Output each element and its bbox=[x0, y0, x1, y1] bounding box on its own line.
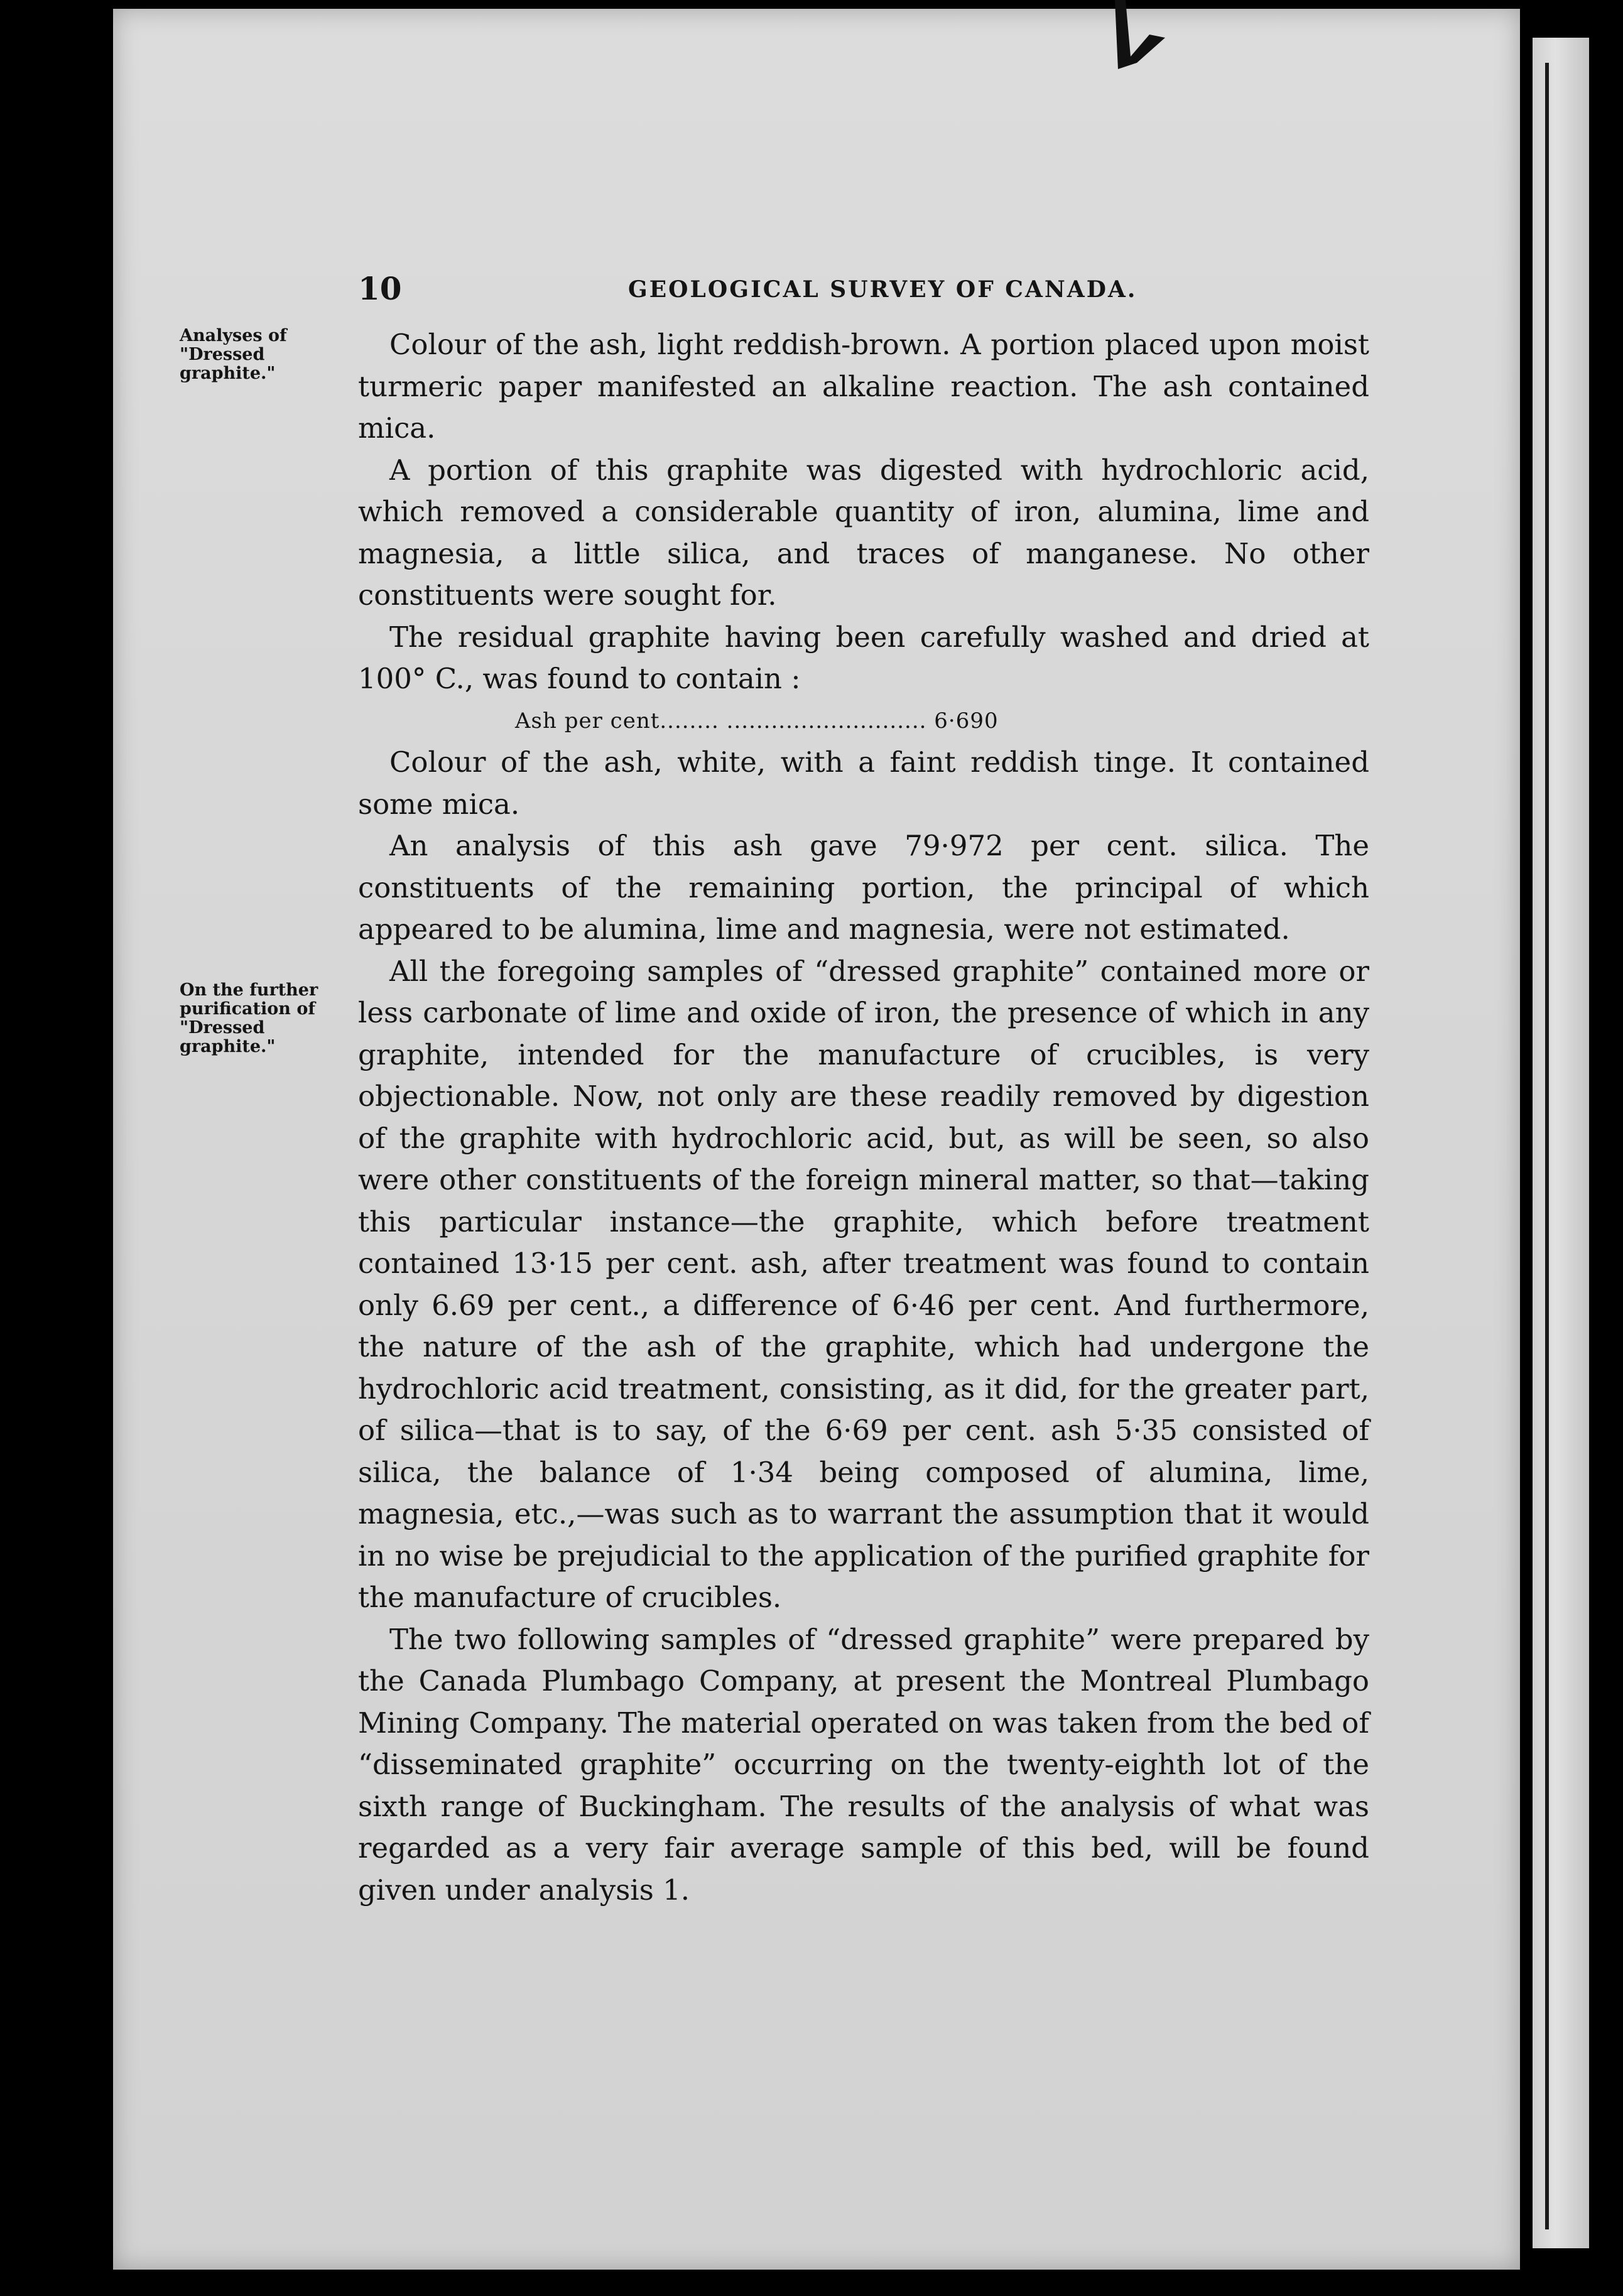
running-title: GEOLOGICAL SURVEY OF CANADA. bbox=[628, 276, 1137, 303]
paragraph: The residual graphite having been carefully washed and dried at 100° C., was found to contain : bbox=[358, 620, 1369, 695]
torn-corner-mark bbox=[1112, 0, 1168, 75]
ash-per-cent-line: Ash per cent........ ........................... 6·690 bbox=[515, 708, 999, 734]
page-number: 10 bbox=[358, 270, 402, 307]
binding-shadow bbox=[1545, 63, 1549, 2229]
side-note-purification: On the further purification of "Dressed graphite." bbox=[180, 980, 318, 1056]
paragraph: Colour of the ash, light reddish-brown. A portion placed upon moist turmeric paper manifested an alkaline reaction. The ash contained mica. bbox=[358, 328, 1369, 445]
paragraph: An analysis of this ash gave 79·972 per cent. silica. The constituents of the remaining portion, the principal of which appeared to be alumina, lime and magnesia, were not estimated. bbox=[358, 829, 1369, 946]
paragraph: The two following samples of “dressed graphite” were prepared by the Canada Plumbago Company, at present the Montreal Plumbago Mining Company. The material operated on was taken from the bed of “disseminated graphite” occurring on the twenty-eighth lot of the sixth range of Buckingham. The results of the analysis of what was regarded as a very fair average sample of this bed, will be found given under analysis 1. bbox=[358, 1622, 1369, 1907]
paragraph: Colour of the ash, white, with a faint reddish tinge. It contained some mica. bbox=[358, 745, 1369, 821]
body-text bbox=[358, 324, 1369, 1911]
page-edge bbox=[1533, 38, 1589, 2248]
page-header bbox=[358, 270, 1369, 308]
side-note-analyses: Analyses of "Dressed graphite." bbox=[180, 326, 287, 383]
paragraph: All the foregoing samples of “dressed graphite” contained more or less carbonate of lime and oxide of iron, the presence of which in any graphite, intended for the manufacture of crucibles, is very objectionable. Now, not only are these readily removed by digestion of the graphite with hydrochloric acid, but, as will be seen, so also were other constituents of the foreign mineral matter, so that—taking this particular instance—the graphite, which before treatment contained 13·15 per cent. ash, after treatment was found to contain only 6.69 per cent., a difference of 6·46 per cent. And furthermore, the nature of the ash of the graphite, which had undergone the hydrochloric acid treatment, consisting, as it did, for the greater part, of silica—that is to say, of the 6·69 per cent. ash 5·35 consisted of silica, the balance of 1·34 being composed of alumina, lime, magnesia, etc.,—was such as to warrant the assumption that it would in no wise be prejudicial to the application of the purified graphite for the manufacture of crucibles. bbox=[358, 954, 1369, 1614]
paragraph: A portion of this graphite was digested with hydrochloric acid, which removed a considerable quantity of iron, alumina, lime and magnesia, a little silica, and traces of manganese. No other constituents were sought for. bbox=[358, 453, 1369, 612]
